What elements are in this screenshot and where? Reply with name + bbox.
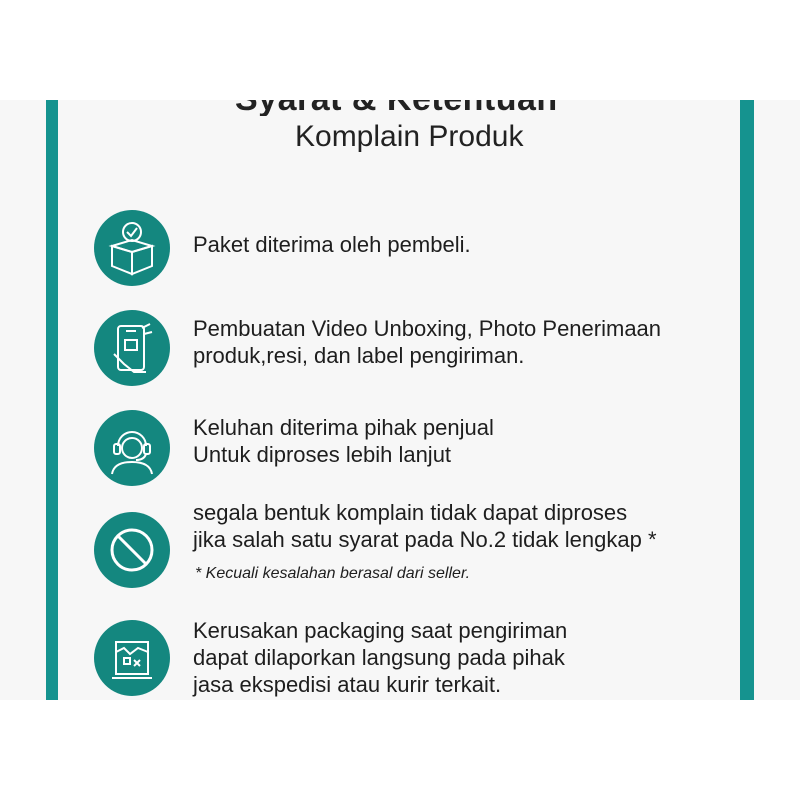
step-5-text: [193, 617, 567, 698]
damaged-package-icon: [94, 620, 170, 696]
step-4-text: [193, 499, 657, 553]
step-5-line-2: dapat dilaporkan langsung pada pihak: [193, 645, 565, 670]
package-check-icon: [94, 210, 170, 286]
step-1-line-1: Paket diterima oleh pembeli.: [193, 232, 471, 257]
page-subtitle: Komplain Produk: [295, 120, 524, 153]
step-2-text: [193, 315, 661, 369]
left-accent-bar: [46, 100, 58, 700]
customer-service-icon: [94, 410, 170, 486]
step-4-line-1: segala bentuk komplain tidak dapat diproses: [193, 500, 628, 525]
right-accent-bar: [740, 100, 754, 700]
step-3-line-2: Untuk diproses lebih lanjut: [193, 442, 452, 467]
phone-camera-icon: [94, 310, 170, 386]
step-3-text: [193, 414, 494, 468]
title-crop: [225, 78, 585, 100]
step-2-line-1: Pembuatan Video Unboxing, Photo Penerimaan: [193, 316, 662, 341]
document-panel: [0, 100, 800, 700]
prohibited-icon: [94, 512, 170, 588]
step-3-line-1: Keluhan diterima pihak penjual: [193, 415, 494, 440]
step-5-line-3: jasa ekspedisi atau kurir terkait.: [193, 672, 502, 697]
step-2-line-2: produk,resi, dan label pengiriman.: [193, 343, 525, 368]
step-1-text: [193, 231, 471, 258]
step-4-note: * Kecuali kesalahan berasal dari seller.: [195, 565, 471, 582]
step-4-line-2: jika salah satu syarat pada No.2 tidak lengkap *: [193, 527, 657, 552]
step-5-line-1: Kerusakan packaging saat pengiriman: [193, 618, 568, 643]
